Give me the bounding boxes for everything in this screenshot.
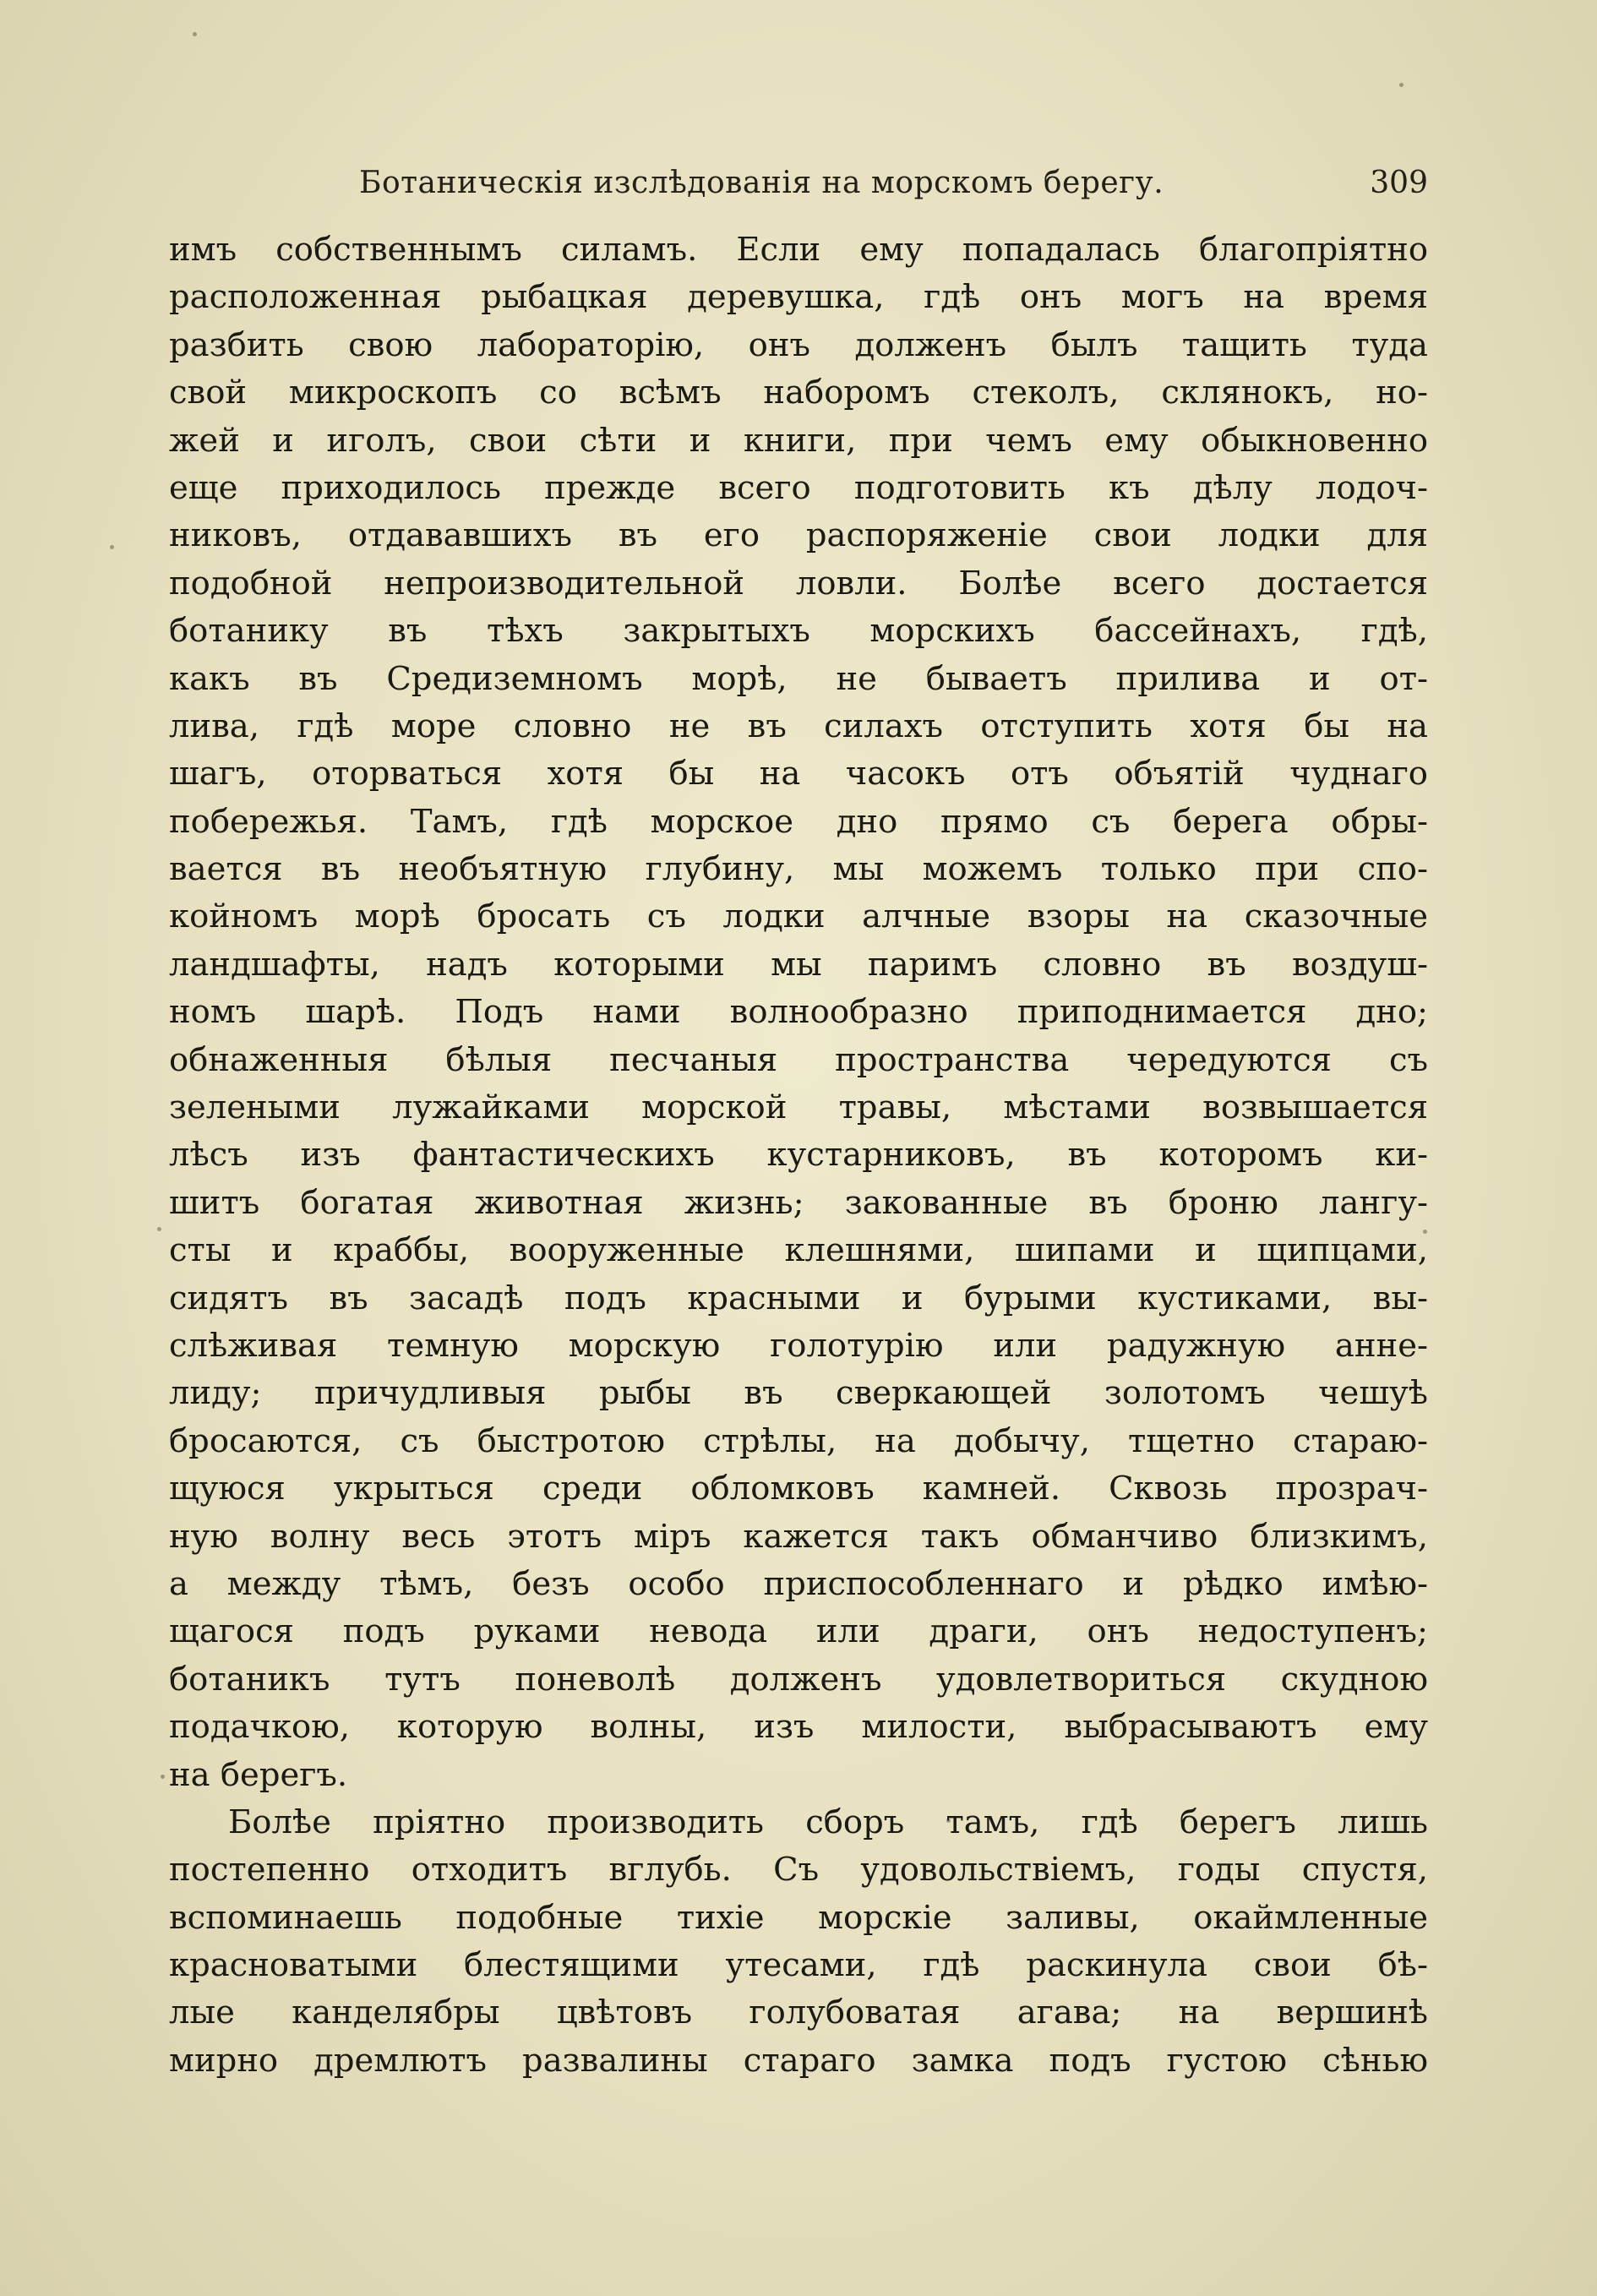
- text-line: мирно дремлютъ развалины стараго замка подъ густою сѣнью: [169, 2041, 1428, 2080]
- text-line: лиду; причудливыя рыбы въ сверкающей золотомъ чешуѣ: [169, 1374, 1428, 1413]
- text-line: слѣживая темную морскую голотурію или радужную анне-: [169, 1326, 1428, 1365]
- text-line: на берегъ.: [169, 1755, 348, 1794]
- text-line: вается въ необъятную глубину, мы можемъ только при спо-: [169, 850, 1428, 889]
- page-header: [169, 166, 1428, 216]
- text-line: никовъ, отдававшихъ въ его распоряженіе свои лодки для: [169, 516, 1428, 555]
- text-line: а между тѣмъ, безъ особо приспособленнаго и рѣдко имѣю-: [169, 1564, 1428, 1603]
- text-line: подобной непроизводительной ловли. Болѣе всего достается: [169, 564, 1428, 603]
- text-line: ландшафты, надъ которыми мы паримъ словно въ воздуш-: [169, 945, 1428, 984]
- text-line: номъ шарѣ. Подъ нами волнообразно приподнимается дно;: [169, 993, 1428, 1032]
- text-line: еще приходилось прежде всего подготовить къ дѣлу лодоч-: [169, 468, 1428, 507]
- text-line: подачкою, которую волны, изъ милости, выбрасываютъ ему: [169, 1708, 1428, 1747]
- text-line: бросаются, съ быстротою стрѣлы, на добычу, тщетно стараю-: [169, 1421, 1428, 1460]
- text-line: обнаженныя бѣлыя песчаныя пространства чередуются съ: [169, 1040, 1428, 1079]
- paper-speck: [161, 1775, 165, 1779]
- text-line: расположенная рыбацкая деревушка, гдѣ онъ могъ на время: [169, 278, 1428, 317]
- text-line: жей и иголъ, свои сѣти и книги, при чемъ ему обыкновенно: [169, 421, 1428, 460]
- paper-speck: [193, 32, 197, 36]
- text-line: сты и краббы, вооруженные клешнями, шипами и щипцами,: [169, 1231, 1428, 1270]
- text-line: вспоминаешь подобные тихіе морскіе заливы, окаймленные: [169, 1898, 1428, 1937]
- running-title: Ботаническія изслѣдованія на морскомъ берегу.: [359, 166, 1164, 200]
- paragraph-2: [169, 1799, 1428, 2085]
- text-line: шагъ, оторваться хотя бы на часокъ отъ объятій чуднаго: [169, 755, 1428, 794]
- body-text: [169, 226, 1428, 2085]
- text-line: побережья. Тамъ, гдѣ морское дно прямо съ берега обры-: [169, 802, 1428, 841]
- text-line: ную волну весь этотъ міръ кажется такъ обманчиво близкимъ,: [169, 1517, 1428, 1556]
- text-line: шитъ богатая животная жизнь; закованные въ броню лангу-: [169, 1183, 1428, 1222]
- text-line: щуюся укрыться среди обломковъ камней. Сквозь прозрач-: [169, 1470, 1428, 1508]
- page-number: 309: [1370, 166, 1428, 200]
- paper-speck: [157, 1227, 161, 1231]
- text-line: лѣсъ изъ фантастическихъ кустарниковъ, въ которомъ ки-: [169, 1136, 1428, 1175]
- text-line: какъ въ Средиземномъ морѣ, не бываетъ прилива и от-: [169, 659, 1428, 698]
- text-line: лива, гдѣ море словно не въ силахъ отступить хотя бы на: [169, 706, 1428, 745]
- text-line: зелеными лужайками морской травы, мѣстами возвышается: [169, 1088, 1428, 1127]
- text-line: постепенно отходитъ вглубь. Съ удовольствіемъ, годы спустя,: [169, 1851, 1428, 1890]
- text-line: имъ собственнымъ силамъ. Если ему попадалась благопріятно: [169, 231, 1428, 269]
- paper-speck: [110, 545, 114, 549]
- text-line: койномъ морѣ бросать съ лодки алчные взоры на сказочные: [169, 897, 1428, 936]
- paper-speck: [1399, 83, 1404, 87]
- text-line: красноватыми блестящими утесами, гдѣ раскинула свои бѣ-: [169, 1946, 1428, 1985]
- text-line: свой микроскопъ со всѣмъ наборомъ стеколъ, склянокъ, но-: [169, 374, 1428, 412]
- text-line: щагося подъ руками невода или драги, онъ недоступенъ;: [169, 1612, 1428, 1651]
- text-line: ботанику въ тѣхъ закрытыхъ морскихъ бассейнахъ, гдѣ,: [169, 612, 1428, 651]
- text-line: ботаникъ тутъ поневолѣ долженъ удовлетвориться скудною: [169, 1660, 1428, 1699]
- text-line: лые канделябры цвѣтовъ голубоватая агава; на вершинѣ: [169, 1993, 1428, 2032]
- paragraph-1: [169, 226, 1428, 1799]
- text-line: разбить свою лабораторію, онъ долженъ былъ тащить туда: [169, 325, 1428, 364]
- text-line: Болѣе пріятно производить сборъ тамъ, гдѣ берегъ лишь: [228, 1802, 1428, 1841]
- text-line: сидятъ въ засадѣ подъ красными и бурыми кустиками, вы-: [169, 1279, 1428, 1317]
